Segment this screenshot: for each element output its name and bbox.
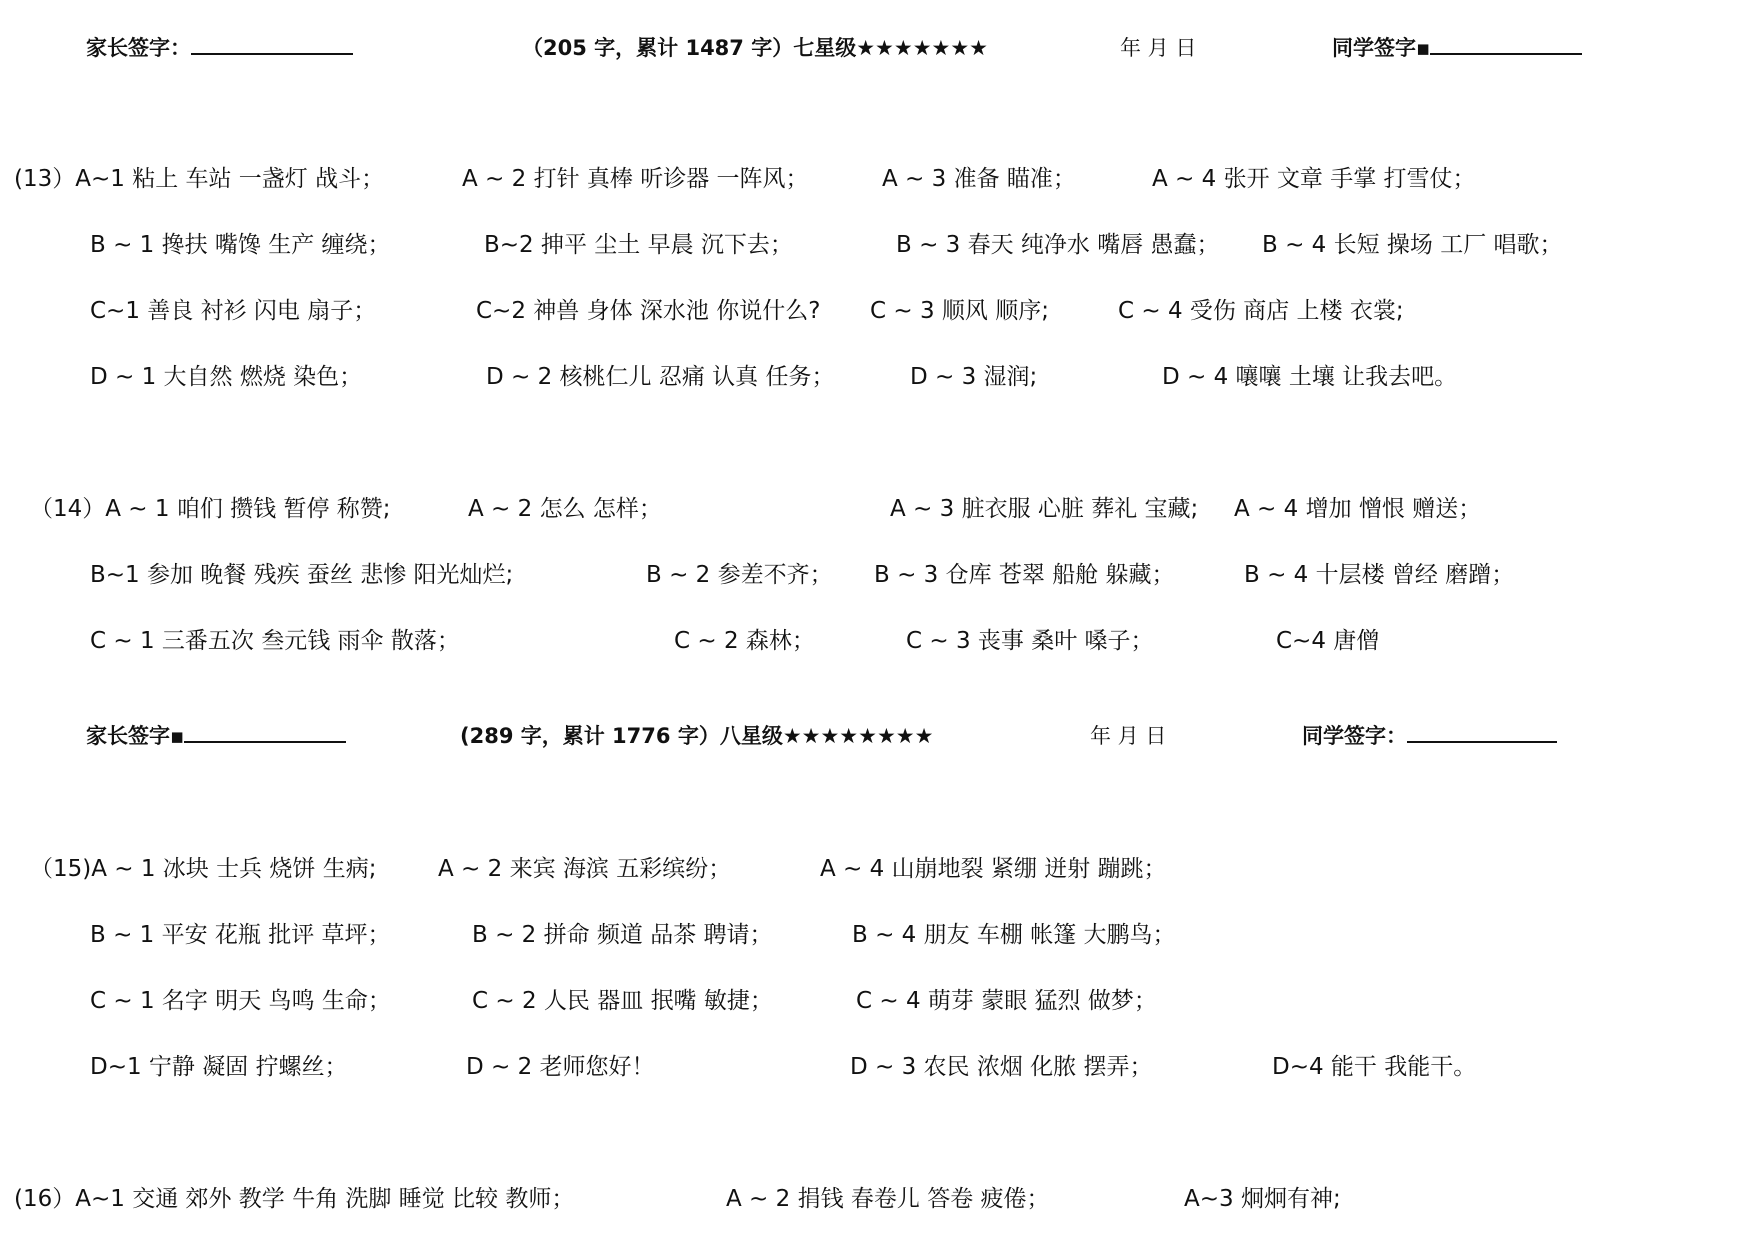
word-group: C ~ 4 受伤 商店 上楼 衣裳; xyxy=(1118,298,1404,324)
word-group: D~1 宁静 凝固 拧螺丝； xyxy=(90,1054,348,1080)
parent-signature-label: 家长签字： xyxy=(86,36,191,60)
word-group: C ~ 2 人民 器皿 抿嘴 敏捷； xyxy=(472,988,773,1014)
word-group: C ~ 3 丧事 桑叶 嗓子； xyxy=(906,628,1154,654)
word-group: A ~ 4 增加 憎恨 赠送； xyxy=(1234,496,1482,522)
word-group: D ~ 2 核桃仁儿 忍痛 认真 任务； xyxy=(486,364,835,390)
word-group: (16）A~1 交通 郊外 教学 牛角 洗脚 睡觉 比较 教师； xyxy=(14,1186,575,1212)
date-field: 年 月 日 xyxy=(1090,724,1167,748)
word-group: (13）A~1 粘上 车站 一盏灯 战斗； xyxy=(14,166,385,192)
word-group: （14）A ~ 1 咱们 攒钱 暂停 称赞; xyxy=(30,496,391,522)
student-signature-label: 同学签字▪ xyxy=(1332,36,1431,60)
word-group: A ~ 2 捐钱 春卷儿 答卷 疲倦； xyxy=(726,1186,1050,1212)
word-group: B~2 抻平 尘土 早晨 沉下去； xyxy=(484,232,793,258)
student-signature-label: 同学签字： xyxy=(1302,724,1407,748)
word-group: B ~ 2 拼命 频道 品茶 聘请； xyxy=(472,922,773,948)
word-group: C ~ 2 森林； xyxy=(674,628,815,654)
parent-signature-line xyxy=(184,721,346,743)
word-group: C ~ 3 顺风 顺序; xyxy=(870,298,1049,324)
word-group: C ~ 1 名字 明天 鸟鸣 生命； xyxy=(90,988,391,1014)
word-group: B ~ 4 朋友 车棚 帐篷 大鹏鸟； xyxy=(852,922,1176,948)
parent-signature xyxy=(86,32,353,62)
word-group: C ~ 1 三番五次 叁元钱 雨伞 散落； xyxy=(90,628,460,654)
word-group: B ~ 1 搀扶 嘴馋 生产 缠绕； xyxy=(90,232,391,258)
word-group: A ~ 2 怎么 怎样； xyxy=(468,496,662,522)
date-field: 年 月 日 xyxy=(1120,36,1197,60)
word-group: A ~ 4 山崩地裂 紧绷 迸射 蹦跳； xyxy=(820,856,1167,882)
word-group: A ~ 3 准备 瞄准； xyxy=(882,166,1076,192)
student-signature xyxy=(1332,32,1582,62)
word-group: D ~ 3 湿润; xyxy=(910,364,1038,390)
word-group: （15)A ~ 1 冰块 士兵 烧饼 生病; xyxy=(30,856,377,882)
word-group: C~4 唐僧 xyxy=(1276,628,1380,654)
word-group: D ~ 4 嚷嚷 土壤 让我去吧。 xyxy=(1162,364,1458,390)
word-group: B ~ 4 十层楼 曾经 磨蹭； xyxy=(1244,562,1515,588)
parent-signature xyxy=(86,720,346,750)
word-group: B ~ 1 平安 花瓶 批评 草坪； xyxy=(90,922,391,948)
word-group: A~3 炯炯有神; xyxy=(1184,1186,1341,1212)
word-group: D ~ 3 农民 浓烟 化脓 摆弄； xyxy=(850,1054,1153,1080)
progress-title: (289 字，累计 1776 字）八星级★★★★★★★★ xyxy=(460,724,934,748)
word-group: A ~ 2 来宾 海滨 五彩缤纷； xyxy=(438,856,732,882)
word-group: A ~ 3 脏衣服 心脏 葬礼 宝藏; xyxy=(890,496,1199,522)
word-group: A ~ 2 打针 真棒 听诊器 一阵风； xyxy=(462,166,809,192)
signature-row xyxy=(0,720,1754,756)
word-group: B ~ 4 长短 操场 工厂 唱歌； xyxy=(1262,232,1563,258)
word-group: B ~ 2 参差不齐； xyxy=(646,562,833,588)
signature-row xyxy=(0,32,1754,68)
word-group: C~1 善良 衬衫 闪电 扇子； xyxy=(90,298,377,324)
parent-signature-line xyxy=(191,33,353,55)
word-group: A ~ 4 张开 文章 手掌 打雪仗； xyxy=(1152,166,1476,192)
word-group: C ~ 4 萌芽 蒙眼 猛烈 做梦； xyxy=(856,988,1157,1014)
word-group: B~1 参加 晚餐 残疾 蚕丝 悲惨 阳光灿烂; xyxy=(90,562,514,588)
word-group: D ~ 1 大自然 燃烧 染色； xyxy=(90,364,363,390)
student-signature xyxy=(1302,720,1557,750)
student-signature-line xyxy=(1430,33,1582,55)
parent-signature-label: 家长签字▪ xyxy=(86,724,185,748)
word-group: C~2 神兽 身体 深水池 你说什么? xyxy=(476,298,821,324)
word-group: D ~ 2 老师您好！ xyxy=(466,1054,655,1080)
progress-title: （205 字，累计 1487 字）七星级★★★★★★★ xyxy=(522,36,988,60)
word-group: D~4 能干 我能干。 xyxy=(1272,1054,1477,1080)
student-signature-line xyxy=(1407,721,1557,743)
word-group: B ~ 3 春天 纯净水 嘴唇 愚蠢； xyxy=(896,232,1220,258)
word-group: B ~ 3 仓库 苍翠 船舱 躲藏； xyxy=(874,562,1175,588)
